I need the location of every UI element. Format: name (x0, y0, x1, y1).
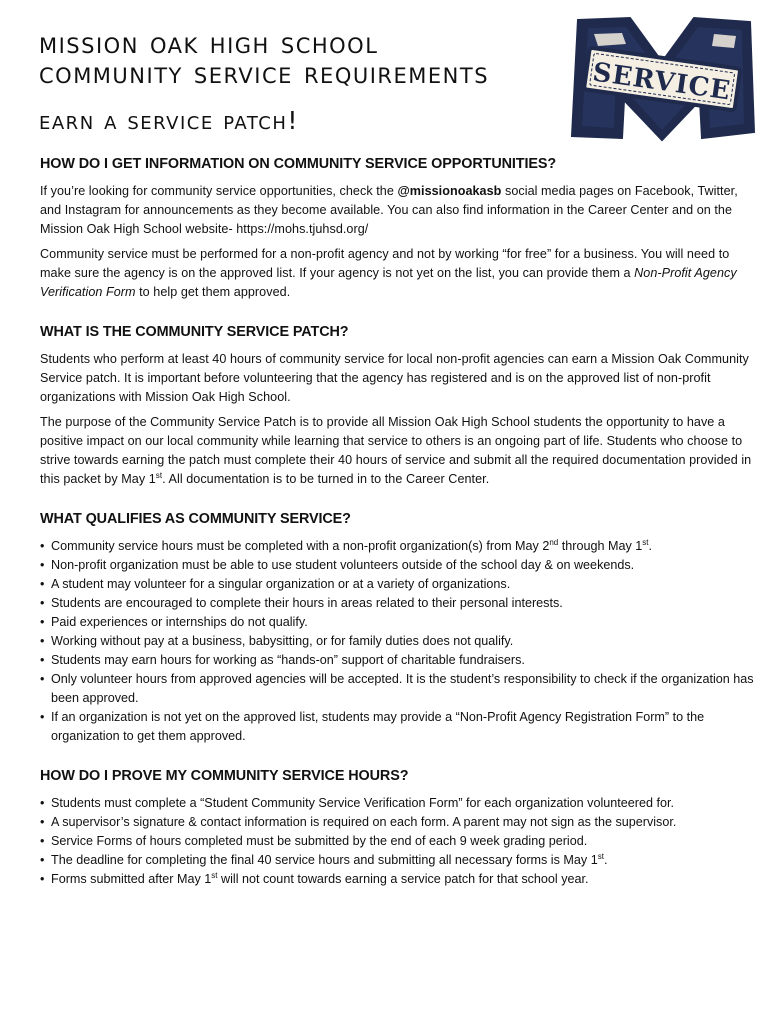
list-item (40, 708, 758, 746)
text-run: Forms submitted after May 1 (51, 872, 212, 886)
text-run: If you’re looking for community service opportunities, check the (40, 184, 398, 198)
bullet: • (40, 539, 45, 553)
bullet: • (40, 710, 45, 724)
text-run: Students must complete a “Student Community Service Verification Form” for each organization volunteered for. (51, 796, 674, 810)
list-item (40, 556, 758, 575)
bullet: • (40, 653, 45, 667)
text-run: Only volunteer hours from approved agencies will be accepted. It is the student’s responsibility to check if the organization has been approved. (51, 672, 754, 705)
superscript: st (211, 870, 218, 880)
section-patch (40, 324, 758, 489)
list-item (40, 832, 758, 851)
text-run: The purpose of the Community Service Patch is to provide all Mission Oak High School students the opportunity to have a positive impact on our local community while learning that service to others is an ongoing part of life. Students who choose to strive towards earning the patch must complete their 40 hours of service and submit all the required documentation provided in this packet by May 1 (40, 415, 752, 486)
text-run: social media pages on Facebook, Twitter, and Instagram for announcements as they become available. You can also find information in the Career Center and on the Mission Oak High School website- https://mohs.tjuhsd.org/ (40, 184, 738, 236)
text-run: A student may volunteer for a singular organization or at a variety of organizations. (51, 577, 511, 591)
list-item (40, 813, 758, 832)
text-run: . (603, 853, 608, 867)
text-run: Community service must be performed for a non-profit agency and not by working “for free” for a business. You will need to make sure the agency is on the approved list. If your agency is not yet on the list, you can provide them a (40, 247, 730, 280)
text-run: If an organization is not yet on the approved list, students may provide a “Non-Profit Agency Registration Form” to the organization to get them approved. (51, 710, 705, 743)
bullet: • (40, 672, 45, 686)
list-item (40, 794, 758, 813)
text-run: Paid experiences or internships do not qualify. (51, 615, 308, 629)
text-run: . All documentation is to be turned in to the Career Center. (162, 472, 490, 486)
bullet: • (40, 853, 45, 867)
paragraph (40, 182, 758, 239)
paragraph: Students who perform at least 40 hours of community service for local non-profit agencies can earn a Mission Oak Community Service patch. It is important before volunteering that the agency has registered and is on the approved list of non-profit organizations with Mission Oak High School. (40, 352, 749, 404)
bullet: • (40, 615, 45, 629)
bullet: • (40, 872, 45, 886)
text-run: to help get them approved. (135, 285, 291, 299)
list-item (40, 632, 758, 651)
school-title: mission oak high school (39, 26, 379, 61)
list-item (40, 851, 758, 870)
superscript: st (155, 470, 163, 480)
list-item (40, 870, 758, 889)
bullet: • (40, 577, 45, 591)
bullet-list (40, 537, 758, 746)
list-item (40, 537, 758, 556)
text-run: Working without pay at a business, babysitting, or for family duties does not qualify. (51, 634, 514, 648)
section-heading: HOW DO I GET INFORMATION ON COMMUNITY SERVICE OPPORTUNITIES? (40, 156, 557, 172)
list-item (40, 613, 758, 632)
text-run: Community service hours must be completed with a non-profit organization(s) from May 2 (51, 539, 550, 553)
text-run: will not count towards earning a service patch for that school year. (217, 872, 589, 886)
list-item (40, 575, 758, 594)
list-item (40, 670, 758, 708)
superscript: st (597, 851, 604, 861)
list-item (40, 651, 758, 670)
list-item (40, 594, 758, 613)
paragraph (40, 245, 758, 302)
bullet: • (40, 834, 45, 848)
page-title: community service requirements (39, 56, 490, 91)
section-heading: WHAT QUALIFIES AS COMMUNITY SERVICE? (40, 511, 351, 527)
superscript: nd (549, 537, 559, 547)
bullet: • (40, 796, 45, 810)
bullet: • (40, 634, 45, 648)
section-heading: WHAT IS THE COMMUNITY SERVICE PATCH? (40, 324, 349, 340)
paragraph (40, 413, 758, 489)
section-prove-hours (40, 768, 758, 889)
main-content (40, 156, 758, 911)
text-run: A supervisor’s signature & contact information is required on each form. A parent may not sign as the supervisor. (51, 815, 677, 829)
bullet: • (40, 558, 45, 572)
bullet: • (40, 815, 45, 829)
text-run: through May 1 (558, 539, 643, 553)
bullet-list (40, 794, 758, 889)
service-patch-logo (564, 14, 760, 146)
text-run: Non-profit organization must be able to use student volunteers outside of the school day & on weekends. (51, 558, 635, 572)
section-information (40, 156, 758, 302)
form-name: Non-Profit Agency Verification Form (40, 266, 737, 299)
section-qualifies (40, 511, 758, 746)
text-run: . (648, 539, 653, 553)
superscript: st (642, 537, 649, 547)
text-run: Students may earn hours for working as “hands-on” support of charitable fundraisers. (51, 653, 525, 667)
logo-text: SERVICE (590, 57, 733, 107)
social-handle: @missionoakasb (397, 184, 502, 198)
section-heading: HOW DO I PROVE MY COMMUNITY SERVICE HOURS? (40, 768, 409, 784)
page-subtitle: earn a service patch! (39, 106, 299, 135)
bullet: • (40, 596, 45, 610)
text-run: The deadline for completing the final 40 service hours and submitting all necessary forms is May 1 (51, 853, 598, 867)
text-run: Students are encouraged to complete their hours in areas related to their personal interests. (51, 596, 563, 610)
text-run: Service Forms of hours completed must be submitted by the end of each 9 week grading period. (51, 834, 588, 848)
